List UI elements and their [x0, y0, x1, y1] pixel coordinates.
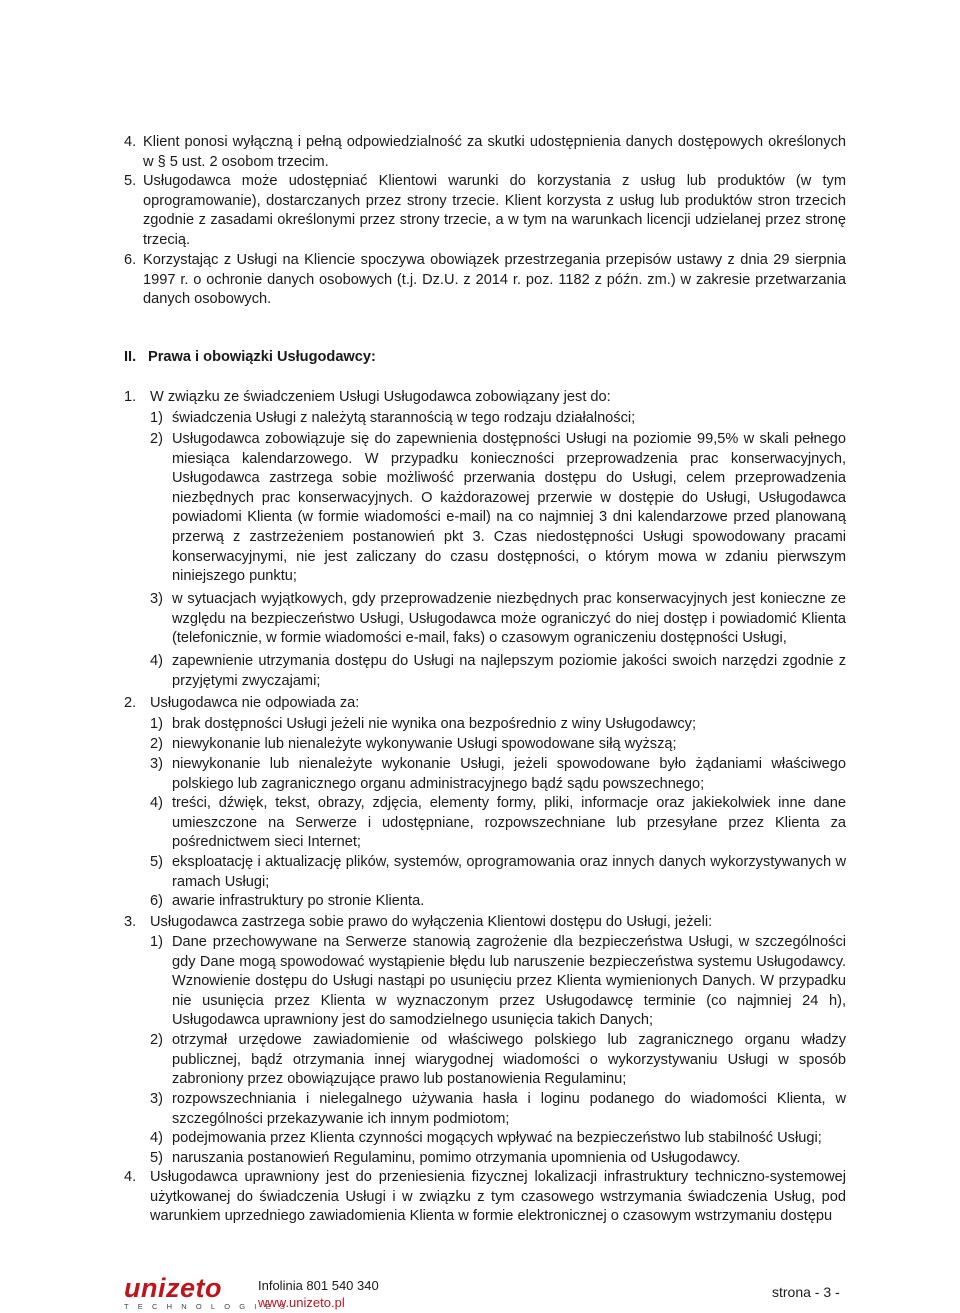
subitem-number: 6): [150, 893, 163, 909]
subitem-number: 3): [150, 756, 163, 772]
subitem-number: 4): [150, 795, 163, 811]
item-number: 3.: [124, 914, 137, 930]
item-number: 1.: [124, 389, 137, 405]
item-number: 4.: [124, 1169, 137, 1185]
subitem-text: świadczenia Usługi z należytą starannością w tego rodzaju działalności;: [172, 410, 636, 426]
clause-text: Usługodawca może udostępniać Klientowi warunki do korzystania z usług lub produktów (w tym oprogramowanie), dostarczanych przez strony trzecie. Klient korzysta z usług lub produktów stron trzecich zgodnie z zasadami określonymi przez strony trzecie, a w tym na warunkach licencji udzielanej przez stronę trzecią.: [143, 173, 846, 248]
subitem-text: w sytuacjach wyjątkowych, gdy przeprowadzenie niezbędnych prac konserwacyjnych jest konieczne ze względu na bezpieczeństwo Usługi, Usługodawca może ograniczyć do niej dostęp i powiadomić Klienta (telefonicznie, w formie wiadomości e-mail, faks) o czasowym ograniczeniu dostępności Usługi,: [172, 591, 846, 647]
logo-wordmark: unizeto: [124, 1273, 222, 1303]
clause-text: Korzystając z Usługi na Kliencie spoczywa obowiązek przestrzegania przepisów ustawy z dnia 29 sierpnia 1997 r. o ochronie danych osobowych (t.j. Dz.U. z 2014 r. poz. 1182 z późn. zm.) w zakresie przetwarzania danych osobowych.: [143, 252, 846, 308]
item-number: 6.: [124, 252, 137, 268]
subitem-text: otrzymał urzędowe zawiadomienie od właściwego polskiego lub zagranicznego organu władzy publicznej, bądź otrzymania innej wiarygodnej wiadomości o wykorzystywaniu Usługi w sposób zabroniony przez obowiązujące prawo lub postanowienia Regulaminu;: [172, 1032, 846, 1088]
clause-text: W związku ze świadczeniem Usługi Usługodawca zobowiązany jest do:: [150, 389, 611, 405]
section-title: Prawa i obowiązki Usługodawcy:: [148, 349, 376, 365]
subitem-text: awarie infrastruktury po stronie Klienta.: [172, 893, 425, 909]
subitem-number: 1): [150, 934, 163, 950]
subitem-text: zapewnienie utrzymania dostępu do Usługi na najlepszym poziomie jakości swoich narzędzi zgodnie z przyjętymi zwyczajami;: [172, 653, 846, 689]
subitem-number: 4): [150, 1130, 163, 1146]
subitem-text: Usługodawca zobowiązuje się do zapewnienia dostępności Usługi na poziomie 99,5% w skali pełnego miesiąca kalendarzowego. W przypadku konieczności przeprowadzenia prac konserwacyjnych, Usługodawca zastrzega sobie możliwość przerwania dostępu do Usługi, celem przeprowadzenia niezbędnych prac konserwacyjnych. O każdorazowej przerwie w dostępie do Usługi, Usługodawca powiadomi Klienta (w formie wiadomości e-mail) na co najmniej 3 dni kalendarzowe przed planowaną przerwą z zastrzeżeniem postanowień pkt 3. Czas niedostępności Usługi spowodowany pracami konserwacyjnymi, nie jest zaliczany do czasu dostępności, o którym mowa w zdaniu pierwszym niniejszego punktu;: [172, 431, 846, 585]
subitem-text: rozpowszechniania i nielegalnego używania hasła i loginu podanego do wiadomości Klienta, w szczególności przekazywanie ich innym podmiotom;: [172, 1091, 846, 1127]
clause-text: Klient ponosi wyłączną i pełną odpowiedzialność za skutki udostępnienia danych dostępowych określonych w § 5 ust. 2 osobom trzecim.: [143, 134, 846, 170]
item-number: 4.: [124, 134, 137, 150]
subitem-text: podejmowania przez Klienta czynności mogących wpływać na bezpieczeństwo lub stabilność Usługi;: [172, 1130, 822, 1146]
subitem-number: 2): [150, 431, 163, 447]
page-number: strona - 3 -: [772, 1284, 840, 1300]
subitem-number: 1): [150, 716, 163, 732]
subitem-number: 2): [150, 1032, 163, 1048]
subitem-text: brak dostępności Usługi jeżeli nie wynika ona bezpośrednio z winy Usługodawcy;: [172, 716, 697, 732]
subitem-number: 3): [150, 1091, 163, 1107]
website-link[interactable]: www.unizeto.pl: [258, 1295, 345, 1310]
hotline-text: Infolinia 801 540 340: [258, 1278, 379, 1293]
footer-contact: [258, 1277, 379, 1311]
subitem-text: treści, dźwięk, tekst, obrazy, zdjęcia, elementy formy, pliki, informacje oraz jakiekolwiek inne dane umieszczone na Serwerze i udostępniane, rozpowszechniane lub przesyłane przez Klienta za pośrednictwem sieci Internet;: [172, 795, 846, 851]
subitem-text: eksploatację i aktualizację plików, systemów, oprogramowania oraz innych danych wykorzystywanych w ramach Usługi;: [172, 854, 846, 890]
subitem-text: naruszania postanowień Regulaminu, pomimo otrzymania upomnienia od Usługodawcy.: [172, 1150, 741, 1166]
logo-subtitle: TECHNOLOGIES: [124, 1302, 294, 1311]
subitem-number: 4): [150, 653, 163, 669]
section-number: II.: [124, 349, 137, 365]
item-number: 5.: [124, 173, 137, 189]
subitem-text: niewykonanie lub nienależyte wykonanie Usługi, jeżeli spowodowane było żądaniami właściwego polskiego lub zagranicznego organu administracyjnego bądź sądu powszechnego;: [172, 756, 846, 792]
subitem-number: 3): [150, 591, 163, 607]
item-number: 2.: [124, 695, 137, 711]
subitem-number: 5): [150, 1150, 163, 1166]
subitem-number: 1): [150, 410, 163, 426]
subitem-number: 5): [150, 854, 163, 870]
subitem-number: 2): [150, 736, 163, 752]
clause-text: Usługodawca nie odpowiada za:: [150, 695, 360, 711]
subitem-text: Dane przechowywane na Serwerze stanowią zagrożenie dla bezpieczeństwa Usługi, w szczególności gdy Dane mogą spowodować wystąpienie błędu lub naruszenie bezpieczeństwa systemu Usługodawcy. Wznowienie dostępu do Usługi nastąpi po usunięciu przez Klienta wymienionych Danych. W przypadku nie usunięcia przez Klienta w wyznaczonym przez Usługodawcę terminie (co najmniej 24 h), Usługodawca uprawniony jest do samodzielnego usunięcia takich Danych;: [172, 934, 846, 1029]
subitem-text: niewykonanie lub nienależyte wykonywanie Usługi spowodowane siłą wyższą;: [172, 736, 677, 752]
clause-text: Usługodawca uprawniony jest do przeniesienia fizycznej lokalizacji infrastruktury techniczno-systemowej użytkowanej do świadczenia Usługi i w związku z tym czasowego wstrzymania świadczenia Usług, pod warunkiem uprzedniego zawiadomienia Klienta w formie elektronicznej o czasowym wstrzymaniu dostępu: [150, 1169, 846, 1225]
clause-text: Usługodawca zastrzega sobie prawo do wyłączenia Klientowi dostępu do Usługi, jeżeli:: [150, 914, 713, 930]
